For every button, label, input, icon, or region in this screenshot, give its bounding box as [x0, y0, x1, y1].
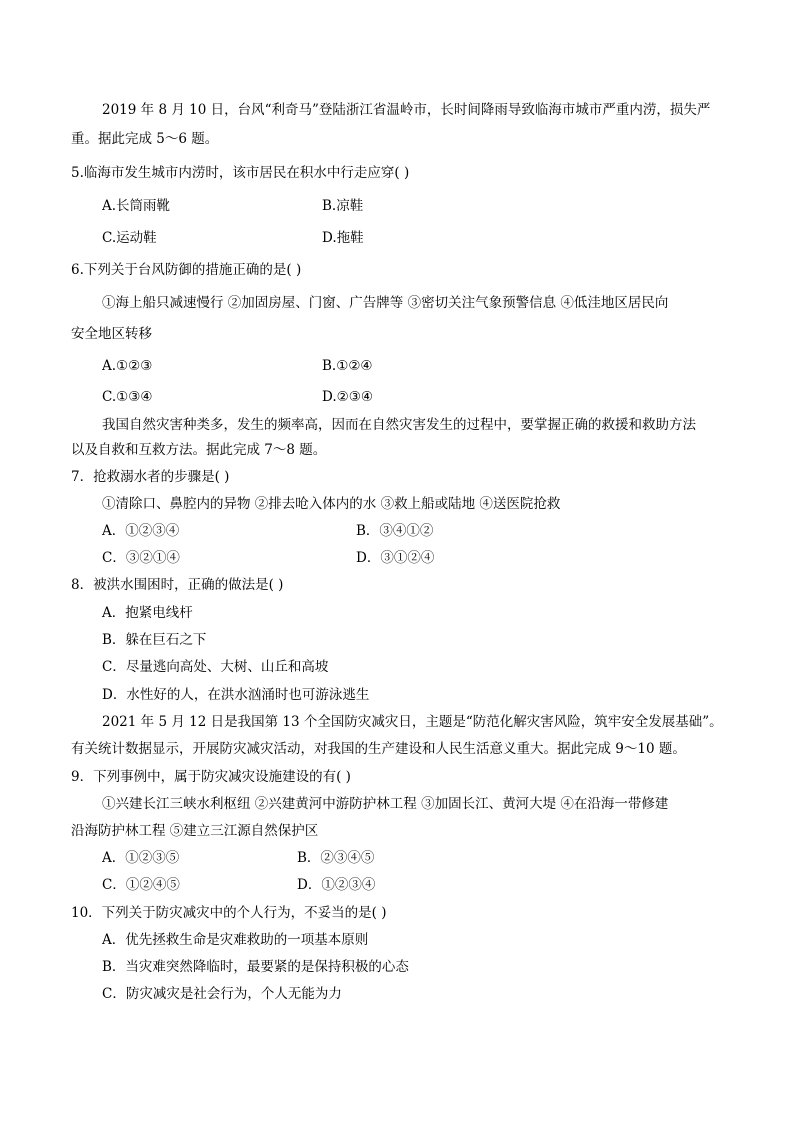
question-8-option-c[interactable]: C．尽量逃向高处、大树、山丘和高坡: [102, 659, 329, 675]
question-10-option-a[interactable]: A．优先拯救生命是灾难救助的一项基本原则: [102, 932, 369, 948]
question-10-option-c[interactable]: C．防灾减灾是社会行为，个人无能为力: [102, 986, 342, 1002]
question-6-option-b[interactable]: B.①②④: [322, 358, 373, 374]
question-6-option-a[interactable]: A.①②③: [102, 358, 153, 374]
question-10-stem: 10．下列关于防灾减灾中的个人行为，不妥当的是( ): [71, 905, 387, 921]
question-8-option-a[interactable]: A．抱紧电线杆: [102, 605, 193, 621]
question-6-items-line-2: 安全地区转移: [71, 326, 152, 342]
passage-intro-3-line-2: 有关统计数据显示，开展防灾减灾活动，对我国的生产建设和人民生活意义重大。据此完成 9～10 题。: [71, 741, 686, 757]
question-9-options-row-2: [0, 876, 794, 894]
question-5-option-b[interactable]: B.凉鞋: [322, 198, 364, 214]
question-6-option-d[interactable]: D.②③④: [322, 389, 373, 405]
question-6-options-row-2: [0, 388, 794, 406]
passage-intro-2-line-2: 以及自救和互救方法。据此完成 7～8 题。: [71, 442, 327, 458]
passage-intro-2-line-1: 我国自然灾害种类多，发生的频率高，因而在自然灾害发生的过程中，要掌握正确的救援和救助方法: [102, 417, 696, 433]
question-5-option-c[interactable]: C.运动鞋: [102, 230, 157, 246]
question-8-stem: 8．被洪水围困时，正确的做法是( ): [71, 577, 284, 593]
question-7-option-a[interactable]: A．①②③④: [102, 523, 180, 539]
question-5-option-a[interactable]: A.长筒雨靴: [102, 198, 171, 214]
question-9-items-line-2: 沿海防护林工程 ⑤建立三江源自然保护区: [71, 823, 319, 839]
question-5-options-row-1: [0, 197, 794, 215]
question-10-option-b[interactable]: B．当灾难突然降临时，最要紧的是保持积极的心态: [102, 959, 409, 975]
question-7-options-row-1: [0, 522, 794, 540]
question-9-option-a[interactable]: A．①②③⑤: [102, 850, 180, 866]
passage-intro-3-line-1: 2021 年 5 月 12 日是我国第 13 个全国防灾减灾日，主题是“防范化解灾害风险，筑牢安全发展基础”。: [102, 714, 723, 730]
question-7-option-b[interactable]: B．③④①②: [356, 523, 434, 539]
question-8-option-b[interactable]: B．躲在巨石之下: [102, 632, 207, 648]
passage-intro-1-line-2: 重。据此完成 5～6 题。: [71, 131, 219, 147]
question-7-options-row-2: [0, 549, 794, 567]
question-6-options-row-1: [0, 357, 794, 375]
question-8-option-d[interactable]: D．水性好的人，在洪水汹涌时也可游泳逃生: [102, 687, 370, 703]
question-5-stem: 5.临海市发生城市内涝时，该市居民在积水中行走应穿( ): [71, 165, 410, 181]
question-9-stem: 9．下列事例中，属于防灾减灾设施建设的有( ): [71, 769, 351, 785]
question-6-option-c[interactable]: C.①③④: [102, 389, 153, 405]
question-9-items-line-1: ①兴建长江三峡水利枢纽 ②兴建黄河中游防护林工程 ③加固长江、黄河大堤 ④在沿海一带修建: [102, 796, 669, 812]
question-7-stem: 7．抢救溺水者的步骤是( ): [71, 469, 230, 485]
question-7-option-c[interactable]: C．③②①④: [102, 550, 180, 566]
question-6-stem: 6.下列关于台风防御的措施正确的是( ): [71, 262, 302, 278]
question-9-option-b[interactable]: B．②③④⑤: [297, 850, 375, 866]
question-9-option-c[interactable]: C．①②④⑤: [102, 877, 180, 893]
question-6-items-line-1: ①海上船只减速慢行 ②加固房屋、门窗、广告牌等 ③密切关注气象预警信息 ④低洼地区居民向: [102, 295, 669, 311]
passage-intro-1-line-1: 2019 年 8 月 10 日，台风“利奇马”登陆浙江省温岭市，长时间降雨导致临海市城市严重内涝，损失严: [102, 102, 711, 118]
question-5-option-d[interactable]: D.拖鞋: [322, 230, 364, 246]
question-9-option-d[interactable]: D．①②③④: [297, 877, 376, 893]
question-9-options-row-1: [0, 849, 794, 867]
question-7-option-d[interactable]: D．③①②④: [356, 550, 435, 566]
question-5-options-row-2: [0, 229, 794, 247]
question-7-items: ①清除口、鼻腔内的异物 ②排去呛入体内的水 ③救上船或陆地 ④送医院抢救: [102, 496, 561, 512]
